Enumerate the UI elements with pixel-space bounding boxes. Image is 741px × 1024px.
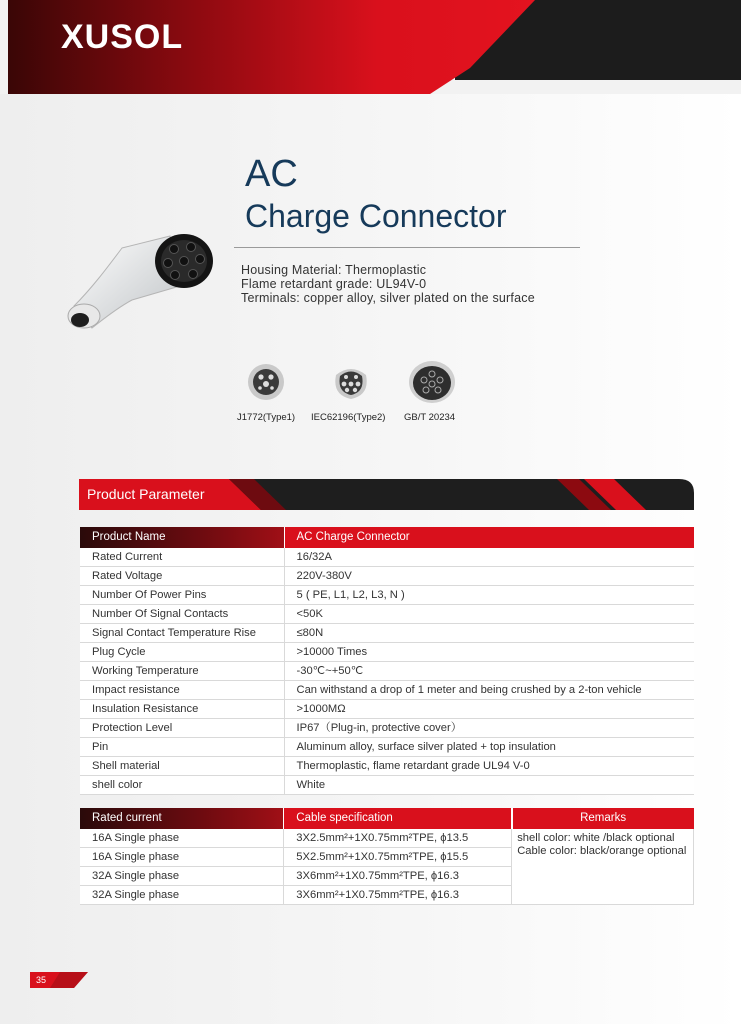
table-header-cell: Cable specification [284,808,512,829]
table-row [80,662,694,681]
param-name-cell: Signal Contact Temperature Rise [80,624,284,643]
rated-current-cell: 32A Single phase [80,886,284,905]
remarks-cell [512,829,694,905]
remark-line: Cable color: black/orange optional [517,845,687,857]
table-row [80,738,694,757]
param-value-cell: Thermoplastic, flame retardant grade UL94 V-0 [284,757,694,776]
cable-spec-cell: 5X2.5mm²+1X0.75mm²TPE, ϕ15.5 [284,848,512,867]
param-name-cell: Shell material [80,757,284,776]
connector-label-type2: IEC62196(Type2) [311,412,386,423]
param-value-cell: >1000MΩ [284,700,694,719]
param-value-cell: ≤80N [284,624,694,643]
gbt-socket-icon [408,360,456,404]
table-header-cell: Product Name [80,527,284,548]
brand-logo: XUSOL [61,18,184,56]
table-row [80,548,694,567]
param-name-cell: Plug Cycle [80,643,284,662]
cable-spec-table [80,808,694,905]
param-name-cell: Impact resistance [80,681,284,700]
table-row [80,643,694,662]
spec-terminals: Terminals: copper alloy, silver plated on the surface [241,291,535,305]
table-header-row [80,527,694,548]
table-row [80,719,694,738]
section-title: Product Parameter [87,486,205,502]
table-row [80,681,694,700]
type1-socket-icon [247,363,285,401]
rated-current-cell: 16A Single phase [80,848,284,867]
table-header-row [80,808,694,829]
table-row [80,586,694,605]
cable-spec-cell: 3X6mm²+1X0.75mm²TPE, ϕ16.3 [284,886,512,905]
param-value-cell: Aluminum alloy, surface silver plated + top insulation [284,738,694,757]
cable-spec-cell: 3X6mm²+1X0.75mm²TPE, ϕ16.3 [284,867,512,886]
table-header-cell: Remarks [512,808,694,829]
spec-housing: Housing Material: Thermoplastic [241,263,427,277]
page-subtitle: Charge Connector [245,198,507,234]
remark-line: shell color: white /black optional [517,832,675,844]
param-value-cell: 5 ( PE, L1, L2, L3, N ) [284,586,694,605]
title-divider [234,247,580,248]
param-value-cell: IP67（Plug-in, protective cover） [284,719,694,738]
table-row [80,567,694,586]
param-value-cell: 220V-380V [284,567,694,586]
param-name-cell: Number Of Power Pins [80,586,284,605]
param-value-cell: White [284,776,694,795]
rated-current-cell: 32A Single phase [80,867,284,886]
table-row [80,700,694,719]
charge-connector-image [62,228,222,338]
param-name-cell: Insulation Resistance [80,700,284,719]
product-parameter-table [80,527,694,795]
table-header-cell: Rated current [80,808,284,829]
table-header-cell: AC Charge Connector [284,527,694,548]
table-row [80,776,694,795]
type2-socket-icon [332,365,370,401]
table-row [80,624,694,643]
param-name-cell: Number Of Signal Contacts [80,605,284,624]
page-number: 35 [36,975,47,985]
param-value-cell: 16/32A [284,548,694,567]
rated-current-cell: 16A Single phase [80,829,284,848]
param-name-cell: Rated Current [80,548,284,567]
connector-label-type1: J1772(Type1) [237,412,296,423]
param-value-cell: Can withstand a drop of 1 meter and being crushed by a 2-ton vehicle [284,681,694,700]
param-name-cell: Pin [80,738,284,757]
connector-label-gbt: GB/T 20234 [404,412,456,423]
table-row [80,605,694,624]
param-value-cell: -30℃~+50℃ [284,662,694,681]
cable-spec-cell: 3X2.5mm²+1X0.75mm²TPE, ϕ13.5 [284,829,512,848]
table-row [80,829,694,848]
param-value-cell: >10000 Times [284,643,694,662]
table-row [80,757,694,776]
param-name-cell: shell color [80,776,284,795]
param-name-cell: Protection Level [80,719,284,738]
spec-flame: Flame retardant grade: UL94V-0 [241,277,427,291]
page-title: AC [245,153,298,195]
param-value-cell: <50K [284,605,694,624]
param-name-cell: Working Temperature [80,662,284,681]
param-name-cell: Rated Voltage [80,567,284,586]
